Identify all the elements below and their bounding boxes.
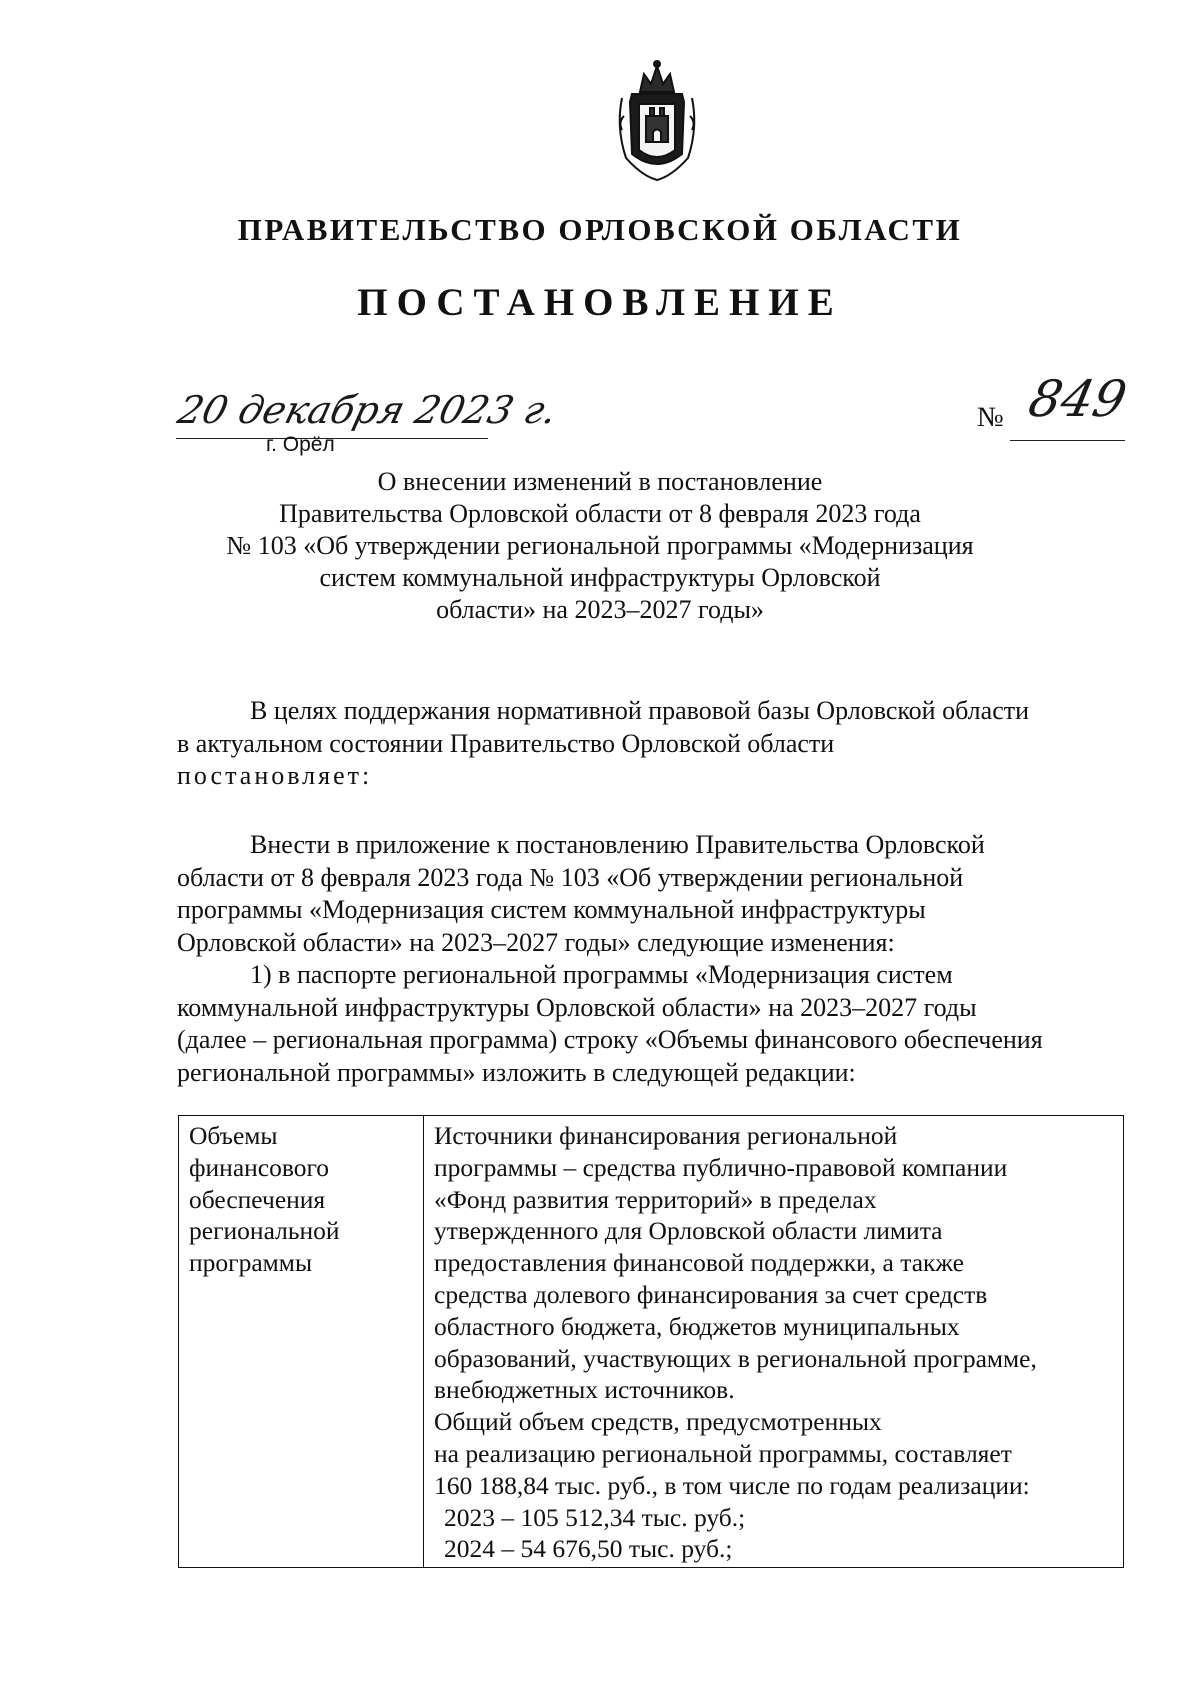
word: актуальном xyxy=(195,728,323,758)
word: в xyxy=(177,728,190,758)
word: программы xyxy=(562,960,689,989)
cell-line: обеспечения xyxy=(189,1184,326,1214)
paragraph-line xyxy=(177,862,1120,895)
word: года xyxy=(475,862,523,892)
word: Внести xyxy=(250,830,331,859)
paragraph-line xyxy=(177,829,1120,862)
word: «Об xyxy=(606,862,652,892)
paragraph-line xyxy=(177,992,1120,1025)
word: Орловской xyxy=(865,830,985,859)
word: региональной xyxy=(402,960,557,989)
word: «Модернизация xyxy=(309,895,484,924)
cell-line: внебюджетных источников. xyxy=(434,1375,735,1405)
paragraph-line xyxy=(177,959,1120,992)
subject-line: систем коммунальной инфраструктуры Орловской xyxy=(319,563,881,592)
number-underline xyxy=(1010,440,1125,441)
cell-line: областного бюджета, бюджетов муниципальных xyxy=(434,1311,960,1341)
word: инфраструктуры xyxy=(344,992,530,1022)
table-cell-content xyxy=(424,1116,1124,1568)
word: 8 xyxy=(300,862,314,892)
word: № xyxy=(529,862,555,892)
word: области xyxy=(177,862,264,892)
word: Орловской xyxy=(621,728,741,758)
word: коммунальной xyxy=(573,895,735,924)
subject-line: О внесении изменений в постановление xyxy=(377,467,823,496)
word: 1) в xyxy=(250,960,291,989)
paragraph-line xyxy=(177,728,1120,761)
cell-line: финансового xyxy=(189,1152,330,1182)
financing-table xyxy=(178,1115,1124,1568)
table-row xyxy=(179,1116,1124,1568)
word: 103 xyxy=(560,862,600,892)
paragraph-line: Орловской области» на 2023–2027 годы» следующие изменения: xyxy=(177,927,895,957)
cell-line: «Фонд развития территорий» в пределах xyxy=(434,1184,877,1214)
paragraph-line: региональной программы» изложить в следующей редакции: xyxy=(177,1057,856,1087)
word: паспорте xyxy=(296,960,397,989)
preamble-paragraph xyxy=(177,695,1120,793)
cell-line: региональной xyxy=(189,1216,340,1246)
word: от xyxy=(270,862,295,892)
word: области» xyxy=(661,992,762,1022)
cell-line: Источники финансирования региональной xyxy=(434,1121,898,1150)
word: в xyxy=(336,830,350,859)
year-amount-line: 2024 – 54 676,50 тыс. руб.; xyxy=(444,1534,733,1564)
coat-of-arms-icon xyxy=(612,58,702,182)
paragraph-line: (далее – региональная программа) строку «Объемы финансового обеспечения xyxy=(177,1025,1043,1054)
table-cell-label xyxy=(179,1116,424,1568)
word: приложение xyxy=(355,830,491,859)
word: систем xyxy=(490,895,567,924)
word: области xyxy=(747,728,835,758)
word: 2023 xyxy=(417,862,470,892)
word: на xyxy=(768,992,794,1022)
cell-line: 160 188,84 тыс. руб., в том числе по годам реализации: xyxy=(434,1470,1030,1500)
subject-line: области» на 2023–2027 годы» xyxy=(436,595,764,624)
word: региональной xyxy=(809,862,964,892)
document-subject xyxy=(180,466,1020,626)
word: постановлению xyxy=(515,830,689,859)
word: программы xyxy=(177,895,303,924)
cell-line: Объемы xyxy=(189,1121,278,1150)
operative-paragraph xyxy=(177,829,1120,1089)
document-type-title: ПОСТАНОВЛЕНИЕ xyxy=(357,281,843,324)
handwritten-number: 849 xyxy=(1023,370,1132,428)
word: инфраструктуры xyxy=(740,895,926,924)
word: коммунальной xyxy=(177,992,339,1022)
cell-line: предоставления финансовой поддержки, а также xyxy=(434,1248,964,1278)
resolves-word: постановляет: xyxy=(177,761,373,790)
organization-title: ПРАВИТЕЛЬСТВО ОРЛОВСКОЙ ОБЛАСТИ xyxy=(237,212,963,247)
word: февраля xyxy=(320,862,411,892)
year-amount-line: 2023 – 105 512,34 тыс. руб.; xyxy=(444,1502,746,1532)
word: к xyxy=(496,830,510,859)
cell-line: программы xyxy=(189,1248,313,1278)
cell-line: программы – средства публично-правовой компании xyxy=(434,1152,1008,1182)
subject-line: Правительства Орловской области от 8 февраля 2023 года xyxy=(279,499,921,528)
handwritten-date: 20 декабря 2023 г. xyxy=(173,388,562,432)
word: годы xyxy=(923,992,977,1022)
subject-line: № 103 «Об утверждении региональной программы «Модернизация xyxy=(226,531,974,560)
cell-line: образований, участвующих в региональной программе, xyxy=(434,1343,1037,1373)
cell-line: на реализацию региональной программы, составляет xyxy=(434,1438,1012,1468)
word: утверждении xyxy=(657,862,804,892)
number-label: № xyxy=(977,402,1004,433)
paragraph-line: В целях поддержания нормативной правовой базы Орловской области xyxy=(250,696,1030,725)
word: «Модернизация xyxy=(694,960,870,989)
word: Правительство xyxy=(449,728,615,758)
cell-line: средства долевого финансирования за счет средств xyxy=(434,1279,988,1309)
paragraph-line xyxy=(177,894,1120,927)
city-label: г. Орёл xyxy=(266,433,335,456)
word: состоянии xyxy=(329,728,444,758)
cell-line: утвержденного для Орловской области лимита xyxy=(434,1216,943,1246)
word: 2023–2027 xyxy=(800,992,918,1022)
cell-line: Общий объем средств, предусмотренных xyxy=(434,1407,882,1437)
word: Орловской xyxy=(535,992,656,1022)
word: систем xyxy=(876,960,953,989)
word: Правительства xyxy=(695,830,859,859)
